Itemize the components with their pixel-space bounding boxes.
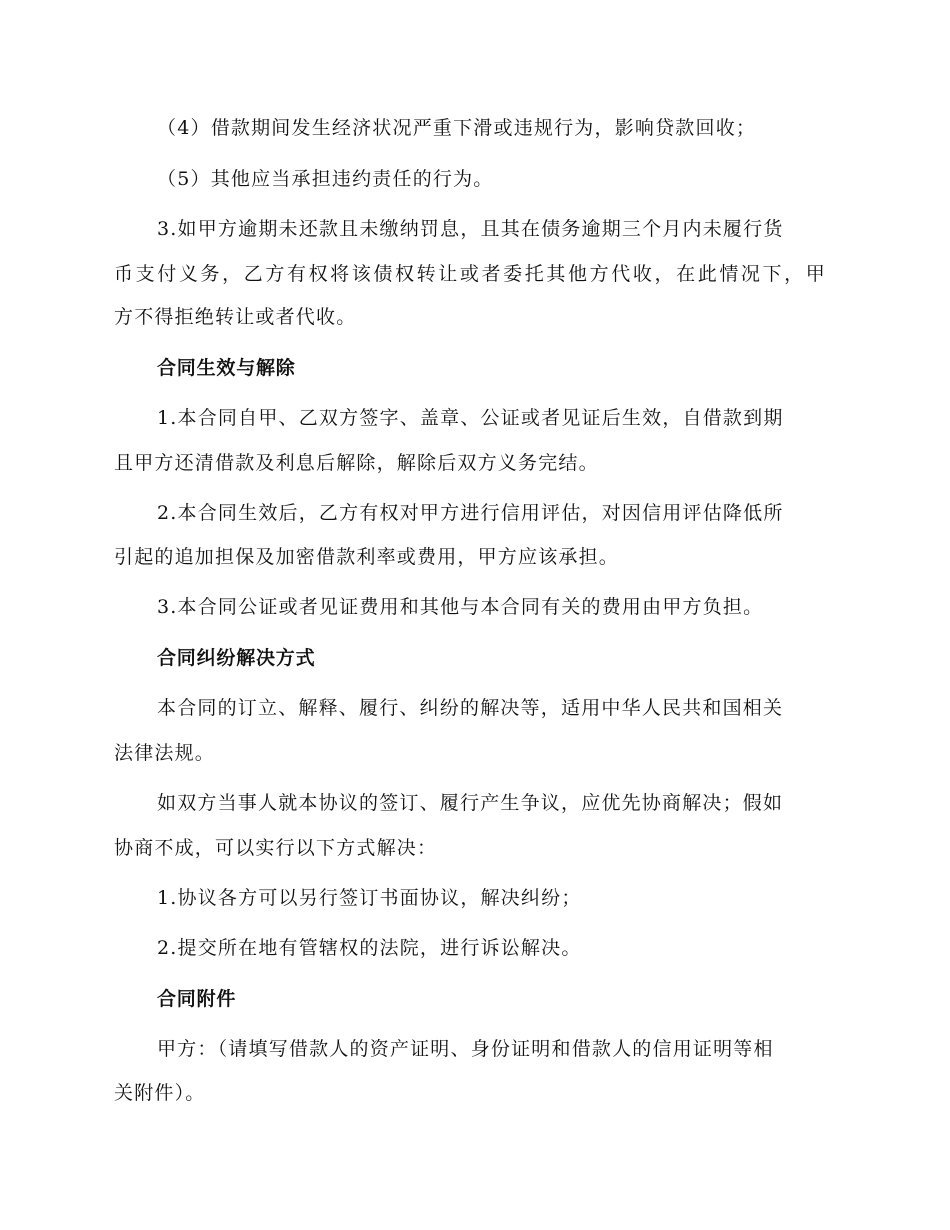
attachments-p1-line-1: 甲方：（请填写借款人的资产证明、身份证明和借款人的信用证明等相 — [157, 1038, 774, 1060]
effect-p3: 3.本合同公证或者见证费用和其他与本合同有关的费用由甲方负担。 — [157, 596, 764, 618]
dispute-p1-line-2: 法律法规。 — [114, 742, 216, 764]
effect-p2-line-1: 2.本合同生效后，乙方有权对甲方进行信用评估，对因信用评估降低所 — [157, 502, 784, 524]
clause-item-4: （4）借款期间发生经济状况严重下滑或违规行为，影响贷款回收； — [157, 117, 757, 139]
clause-3-line-3: 方不得拒绝转让或者代收。 — [114, 306, 357, 328]
dispute-option-1: 1.协议各方可以另行签订书面协议，解决纠纷； — [157, 887, 582, 909]
effect-p2-line-2: 引起的追加担保及加密借款利率或费用，甲方应该承担。 — [114, 546, 620, 568]
section-heading-attachments: 合同附件 — [157, 988, 237, 1010]
clause-item-5: （5）其他应当承担违约责任的行为。 — [157, 168, 494, 190]
effect-p1-line-2: 且甲方还清借款及利息后解除，解除后双方义务完结。 — [114, 452, 599, 474]
clause-3-line-2: 币支付义务，乙方有权将该债权转让或者委托其他方代收，在此情况下，甲 — [114, 263, 826, 285]
dispute-option-2: 2.提交所在地有管辖权的法院，进行诉讼解决。 — [157, 937, 582, 959]
dispute-p2-line-2: 协商不成，可以实行以下方式解决： — [114, 837, 438, 859]
clause-3-line-1: 3.如甲方逾期未还款且未缴纳罚息，且其在债务逾期三个月内未履行货 — [157, 218, 784, 240]
dispute-p1-line-1: 本合同的订立、解释、履行、纠纷的解决等，适用中华人民共和国相关 — [157, 697, 784, 719]
effect-p1-line-1: 1.本合同自甲、乙双方签字、盖章、公证或者见证后生效，自借款到期 — [157, 407, 784, 429]
attachments-p1-line-2: 关附件）。 — [114, 1082, 206, 1104]
dispute-p2-line-1: 如双方当事人就本协议的签订、履行产生争议，应优先协商解决；假如 — [157, 792, 784, 814]
section-heading-dispute: 合同纠纷解决方式 — [157, 647, 316, 669]
section-heading-effect: 合同生效与解除 — [157, 357, 296, 379]
